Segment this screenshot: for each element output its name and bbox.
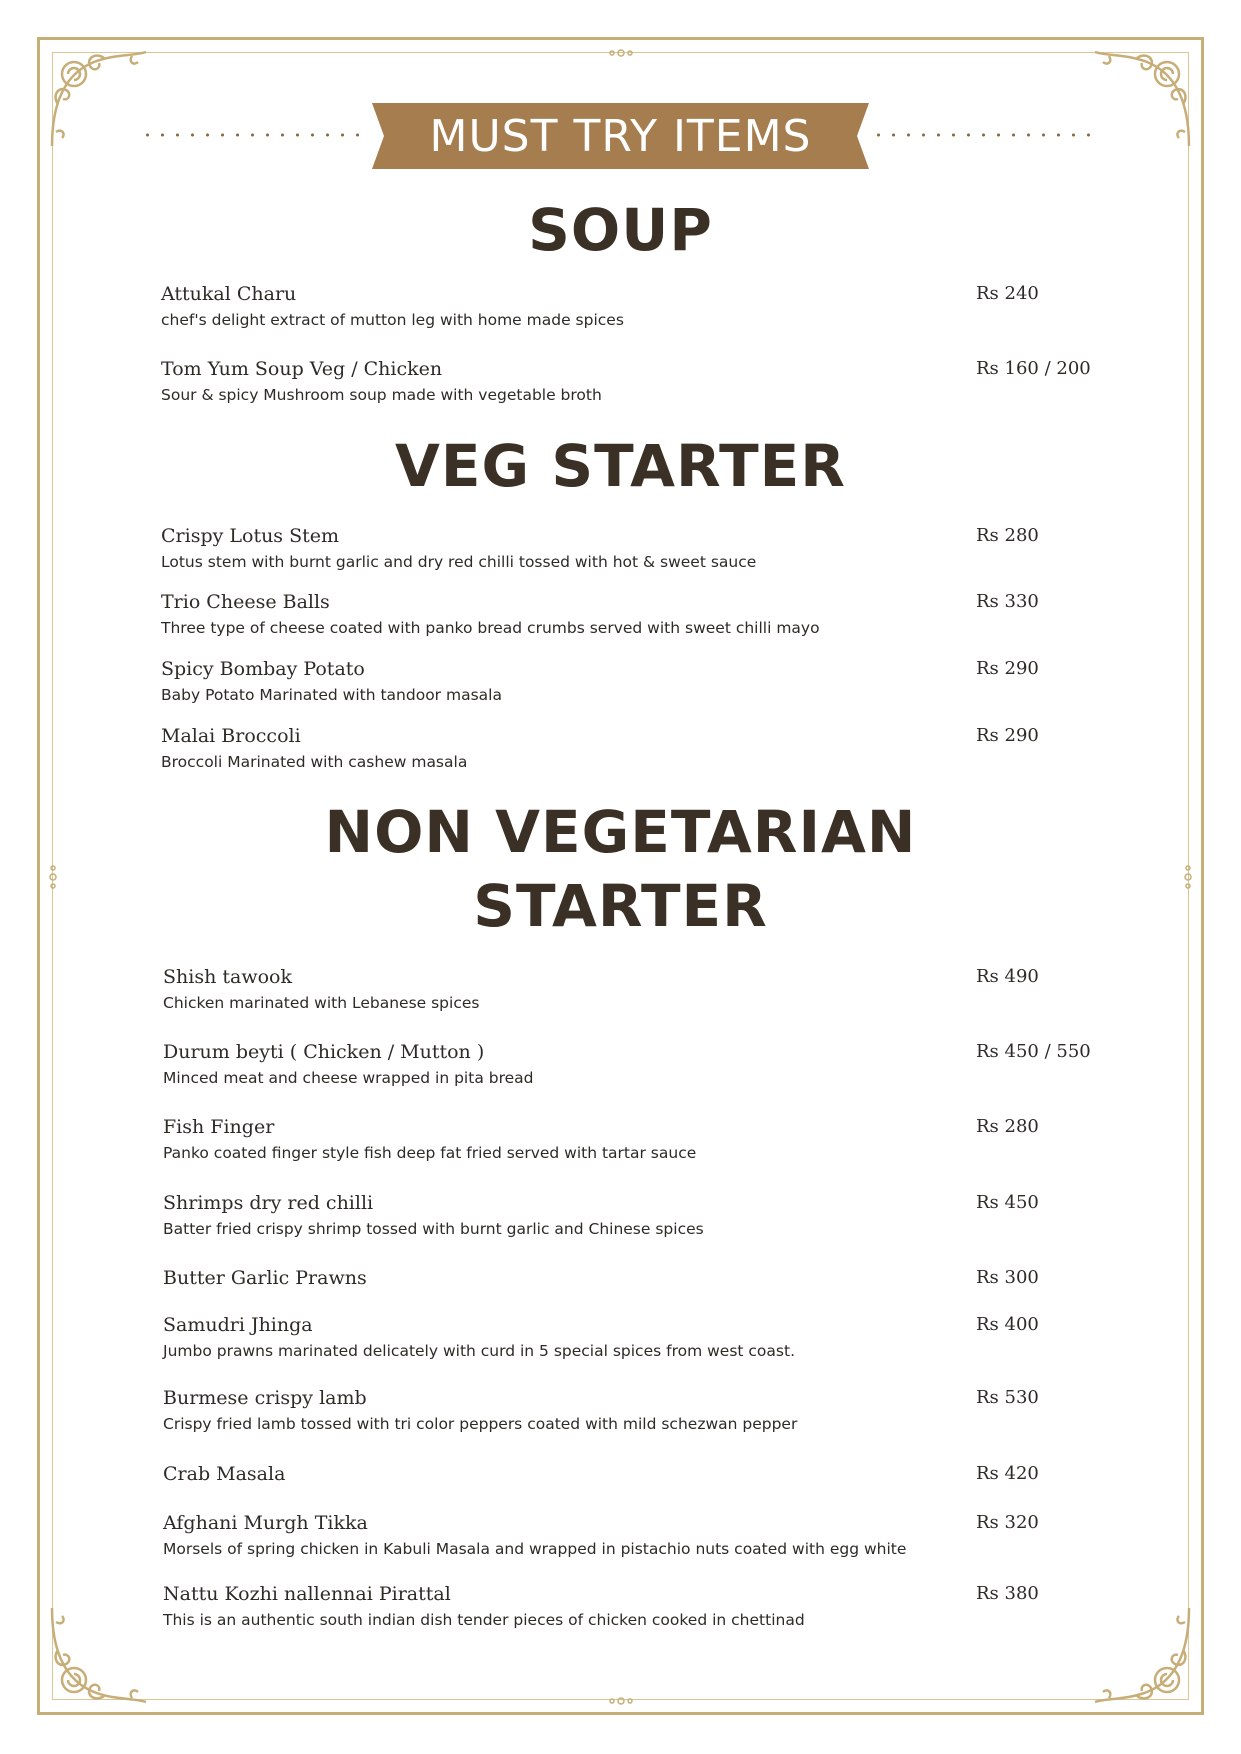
item-description: Crispy fried lamb tossed with tri color peppers coated with mild schezwan pepper [163, 1415, 798, 1433]
dotted-divider-left [140, 133, 370, 137]
item-description: Lotus stem with burnt garlic and dry red chilli tossed with hot & sweet sauce [161, 553, 757, 571]
item-price: Rs 280 [976, 525, 1039, 546]
item-name: Trio Cheese Balls [161, 591, 330, 613]
item-price: Rs 320 [976, 1512, 1039, 1533]
item-name: Durum beyti ( Chicken / Mutton ) [163, 1041, 485, 1063]
item-description: Three type of cheese coated with panko bread crumbs served with sweet chilli mayo [161, 619, 820, 637]
item-price: Rs 530 [976, 1387, 1039, 1408]
section-title-non-veg-line2: STARTER [473, 872, 768, 940]
item-price: Rs 280 [976, 1116, 1039, 1137]
item-description: Batter fried crispy shrimp tossed with burnt garlic and Chinese spices [163, 1220, 704, 1238]
item-description: Morsels of spring chicken in Kabuli Masala and wrapped in pistachio nuts coated with egg white [163, 1540, 907, 1558]
item-price: Rs 240 [976, 283, 1039, 304]
item-name: Shish tawook [163, 966, 292, 988]
item-name: Malai Broccoli [161, 725, 301, 747]
banner-title: MUST TRY ITEMS [429, 110, 812, 162]
item-name: Spicy Bombay Potato [161, 658, 365, 680]
item-price: Rs 380 [976, 1583, 1039, 1604]
item-price: Rs 400 [976, 1314, 1039, 1335]
item-description: chef's delight extract of mutton leg with home made spices [161, 311, 624, 329]
item-name: Tom Yum Soup Veg / Chicken [161, 358, 443, 380]
item-name: Fish Finger [163, 1116, 275, 1138]
item-name: Nattu Kozhi nallennai Pirattal [163, 1583, 451, 1605]
corner-ornament-icon [1087, 1600, 1197, 1710]
item-price: Rs 420 [976, 1463, 1039, 1484]
item-price: Rs 290 [976, 658, 1039, 679]
corner-ornament-icon [44, 1600, 154, 1710]
item-description: Baby Potato Marinated with tandoor masala [161, 686, 502, 704]
item-price: Rs 450 / 550 [976, 1041, 1091, 1062]
divider-ornament-icon [606, 47, 636, 59]
header-banner-area [140, 103, 1101, 169]
divider-ornament-icon [606, 1695, 636, 1707]
item-description: Broccoli Marinated with cashew masala [161, 753, 468, 771]
section-title-soup: SOUP [528, 196, 713, 264]
item-description: Minced meat and cheese wrapped in pita bread [163, 1069, 534, 1087]
item-description: Chicken marinated with Lebanese spices [163, 994, 480, 1012]
item-name: Afghani Murgh Tikka [163, 1512, 368, 1534]
item-description: Sour & spicy Mushroom soup made with vegetable broth [161, 386, 602, 404]
item-name: Samudri Jhinga [163, 1314, 313, 1336]
corner-ornament-icon [44, 44, 154, 154]
item-price: Rs 490 [976, 966, 1039, 987]
item-description: Jumbo prawns marinated delicately with curd in 5 special spices from west coast. [163, 1342, 795, 1360]
section-title-veg-starter: VEG STARTER [395, 432, 846, 500]
item-description: Panko coated finger style fish deep fat fried served with tartar sauce [163, 1144, 697, 1162]
corner-ornament-icon [1087, 44, 1197, 154]
item-price: Rs 160 / 200 [976, 358, 1091, 379]
item-name: Butter Garlic Prawns [163, 1267, 367, 1289]
item-description: This is an authentic south indian dish tender pieces of chicken cooked in chettinad [163, 1611, 805, 1629]
section-title-non-veg-line1: NON VEGETARIAN [324, 798, 917, 866]
item-name: Shrimps dry red chilli [163, 1192, 374, 1214]
item-price: Rs 300 [976, 1267, 1039, 1288]
header-banner [372, 103, 869, 169]
item-price: Rs 330 [976, 591, 1039, 612]
item-name: Crispy Lotus Stem [161, 525, 340, 547]
item-name: Burmese crispy lamb [163, 1387, 367, 1409]
item-price: Rs 290 [976, 725, 1039, 746]
item-name: Attukal Charu [161, 283, 297, 305]
dotted-divider-right [871, 133, 1101, 137]
item-name: Crab Masala [163, 1463, 286, 1485]
item-price: Rs 450 [976, 1192, 1039, 1213]
